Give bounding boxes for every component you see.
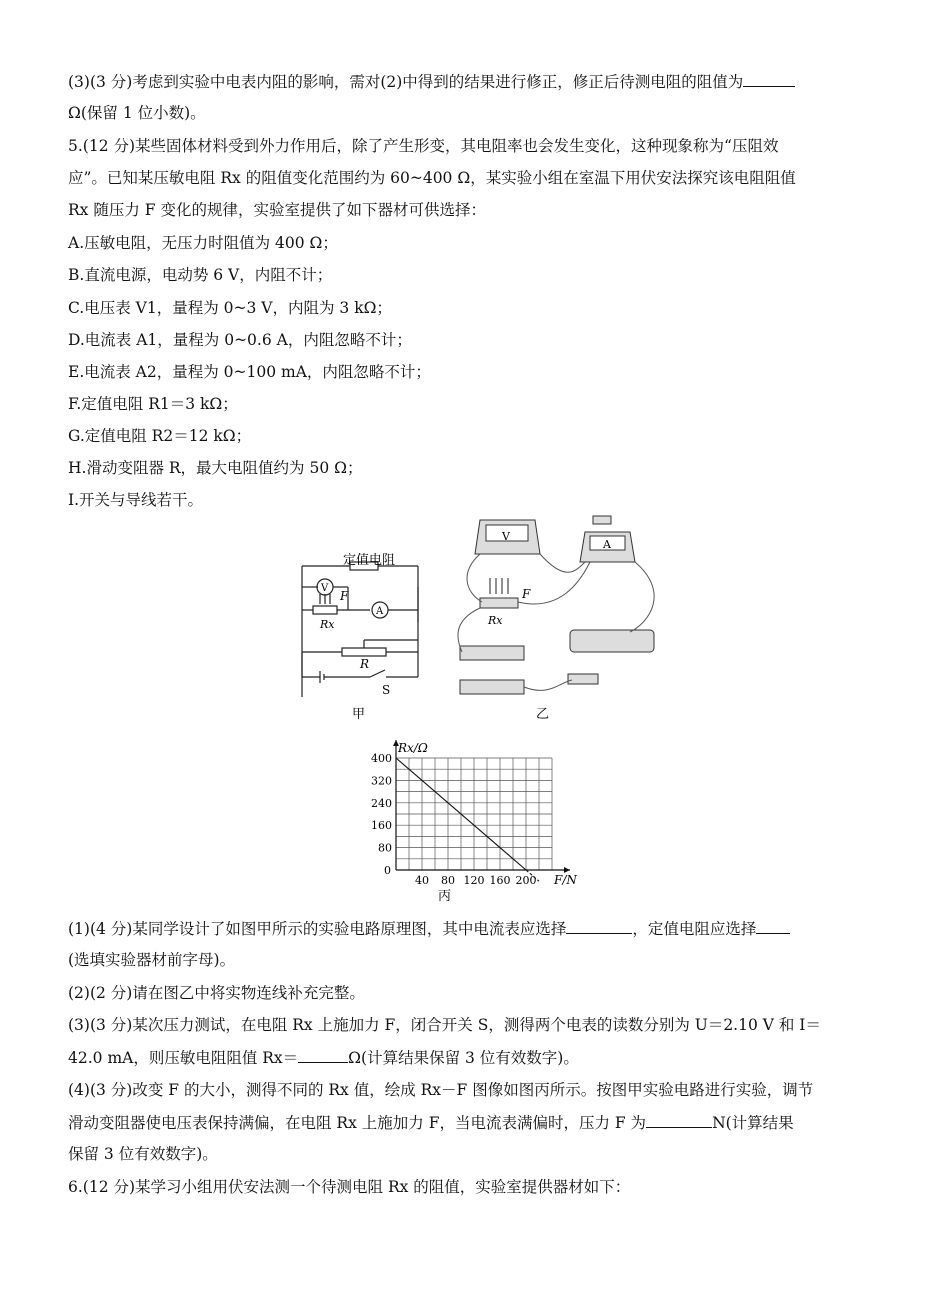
pressure-sensor-device <box>480 598 518 608</box>
rx-symbol <box>313 606 337 614</box>
figure-yi-caption: 乙 <box>536 707 550 722</box>
chart-xlabel: F/N <box>554 873 577 887</box>
line-text: A.压敏电阻，无压力时阻值为 400 Ω； <box>68 234 338 252</box>
voltmeter-label: V <box>321 583 329 594</box>
switch-device <box>568 674 598 684</box>
yi-rx-label: Rx <box>488 614 503 627</box>
option-h <box>68 457 880 479</box>
line-text: B.直流电源，电动势 6 V，内阻不计； <box>68 266 333 284</box>
option-i <box>68 489 880 511</box>
figure-jia-caption: 甲 <box>352 707 366 722</box>
line-text: I.开关与导线若干。 <box>68 491 204 509</box>
chart-ylabel: Rx/Ω <box>398 741 428 755</box>
line-text: Rx 随压力 F 变化的规律，实验室提供了如下器材可供选择： <box>68 201 486 219</box>
line-text: 42.0 mA，则压敏电阻阻值 Rx＝ <box>68 1049 299 1067</box>
option-e <box>68 361 880 383</box>
rx-label: Rx <box>320 618 335 631</box>
rheostat-label: R <box>360 657 370 671</box>
text-line <box>68 1014 880 1036</box>
y-tick-label: 320 <box>371 774 392 788</box>
line-text: 6.(12 分)某学习小组用伏安法测一个待测电阻 Rx 的阻值，实验室提供器材如下： <box>68 1178 631 1196</box>
text-line <box>68 1176 880 1198</box>
figure-yi-apparatus <box>458 516 654 694</box>
line-text: Ω(计算结果保留 3 位有效数字)。 <box>348 1049 579 1067</box>
line-text: Ω(保留 1 位小数)。 <box>68 104 206 122</box>
yi-ammeter-label: A <box>603 538 611 551</box>
line-text: (2)(2 分)请在图乙中将实物连线补充完整。 <box>68 984 365 1002</box>
line-text: (3)(3 分)某次压力测试，在电阻 Rx 上施加力 F，闭合开关 S，测得两个电表的读数分别为 U＝2.10 V 和 I＝ <box>68 1016 821 1034</box>
answer-blank[interactable] <box>566 917 632 934</box>
text-line <box>68 70 880 93</box>
x-tick-label: 160 <box>489 874 511 887</box>
text-line <box>68 135 880 157</box>
text-line <box>68 917 880 940</box>
switch-symbol <box>370 670 385 677</box>
option-g <box>68 425 880 447</box>
chart-grid <box>396 758 552 870</box>
chart-axes <box>393 740 570 873</box>
battery-holder-2 <box>460 680 524 694</box>
line-text: (3)(3 分)考虑到实验中电表内阻的影响，需对(2)中得到的结果进行修正，修正后待测电阻的阻值为 <box>68 73 744 91</box>
x-tick-label: 40 <box>415 874 429 887</box>
yi-voltmeter-label: V <box>502 530 510 543</box>
chart-caption: 丙 <box>438 889 452 904</box>
x-tick-label: 120 <box>463 874 485 887</box>
line-text: (1)(4 分)某同学设计了如图甲所示的实验电路原理图，其中电流表应选择 <box>68 920 567 938</box>
y-tick-label: 400 <box>371 752 392 765</box>
line-text: ，定值电阻应选择 <box>632 920 757 938</box>
line-text: (选填实验器材前字母)。 <box>68 951 236 969</box>
text-line <box>68 167 880 189</box>
answer-blank[interactable] <box>743 70 795 87</box>
line-text: 滑动变阻器使电压表保持满偏，在电阻 Rx 上施加力 F，当电流表满偏时，压力 F 为 <box>68 1114 647 1132</box>
line-text: D.电流表 A1，量程为 0~0.6 A，内阻忽略不计； <box>68 331 412 349</box>
line-text: (4)(3 分)改变 F 的大小，测得不同的 Rx 值，绘成 Rx－F 图像如图丙所示。按图甲实验电路进行实验，调节 <box>68 1081 814 1099</box>
answer-blank[interactable] <box>298 1046 348 1063</box>
text-line <box>68 949 880 971</box>
spare-resistor-box <box>593 516 611 524</box>
circuit-figures <box>290 512 680 727</box>
rx-f-chart <box>360 732 590 907</box>
chart-series <box>396 758 539 881</box>
battery-holder-1 <box>460 646 524 660</box>
line-text: 5.(12 分)某些固体材料受到外力作用后，除了产生形变，其电阻率也会发生变化，这种现象称为“压阻效 <box>68 137 779 155</box>
line-text: E.电流表 A2，量程为 0~100 mA，内阻忽略不计； <box>68 363 431 381</box>
option-f <box>68 393 880 415</box>
text-line <box>68 1046 880 1069</box>
option-a <box>68 232 880 254</box>
line-text: F.定值电阻 R1＝3 kΩ； <box>68 395 238 413</box>
option-b <box>68 264 880 286</box>
text-line <box>68 982 880 1004</box>
text-line <box>68 1111 880 1134</box>
line-text: 应”。已知某压敏电阻 Rx 的阻值变化范围约为 60~400 Ω，某实验小组在室温下用伏安法探究该电阻阻值 <box>68 169 796 187</box>
text-line <box>68 1143 880 1165</box>
x-tick-label: 200 <box>515 874 537 887</box>
text-line <box>68 1079 880 1101</box>
y-tick-label: 240 <box>371 796 392 810</box>
x-tick-label: 80 <box>441 874 455 887</box>
rheostat-device <box>570 630 654 652</box>
rheostat-symbol <box>342 648 386 656</box>
answer-blank[interactable] <box>646 1111 712 1128</box>
option-c <box>68 297 880 319</box>
line-text: C.电压表 V1，量程为 0~3 V，内阻为 3 kΩ； <box>68 299 392 317</box>
text-line <box>68 102 880 124</box>
line-text: 保留 3 位有效数字)。 <box>68 1145 218 1163</box>
chart-origin-label: 0 <box>384 864 391 877</box>
force-label: F <box>340 589 349 603</box>
yi-force-label: F <box>522 587 531 601</box>
text-line <box>68 199 880 221</box>
option-d <box>68 329 880 351</box>
fixed-resistor-label: 定值电阻 <box>343 553 396 568</box>
y-tick-label: 80 <box>378 841 392 855</box>
line-text: N(计算结果 <box>712 1114 794 1132</box>
force-arrows-yi <box>490 578 508 594</box>
y-tick-label: 160 <box>371 819 392 833</box>
switch-label: S <box>382 683 391 697</box>
ammeter-label: A <box>376 606 384 617</box>
answer-blank[interactable] <box>756 917 790 934</box>
line-text: G.定值电阻 R2＝12 kΩ； <box>68 427 252 445</box>
line-text: H.滑动变阻器 R，最大电阻值约为 50 Ω； <box>68 459 363 477</box>
